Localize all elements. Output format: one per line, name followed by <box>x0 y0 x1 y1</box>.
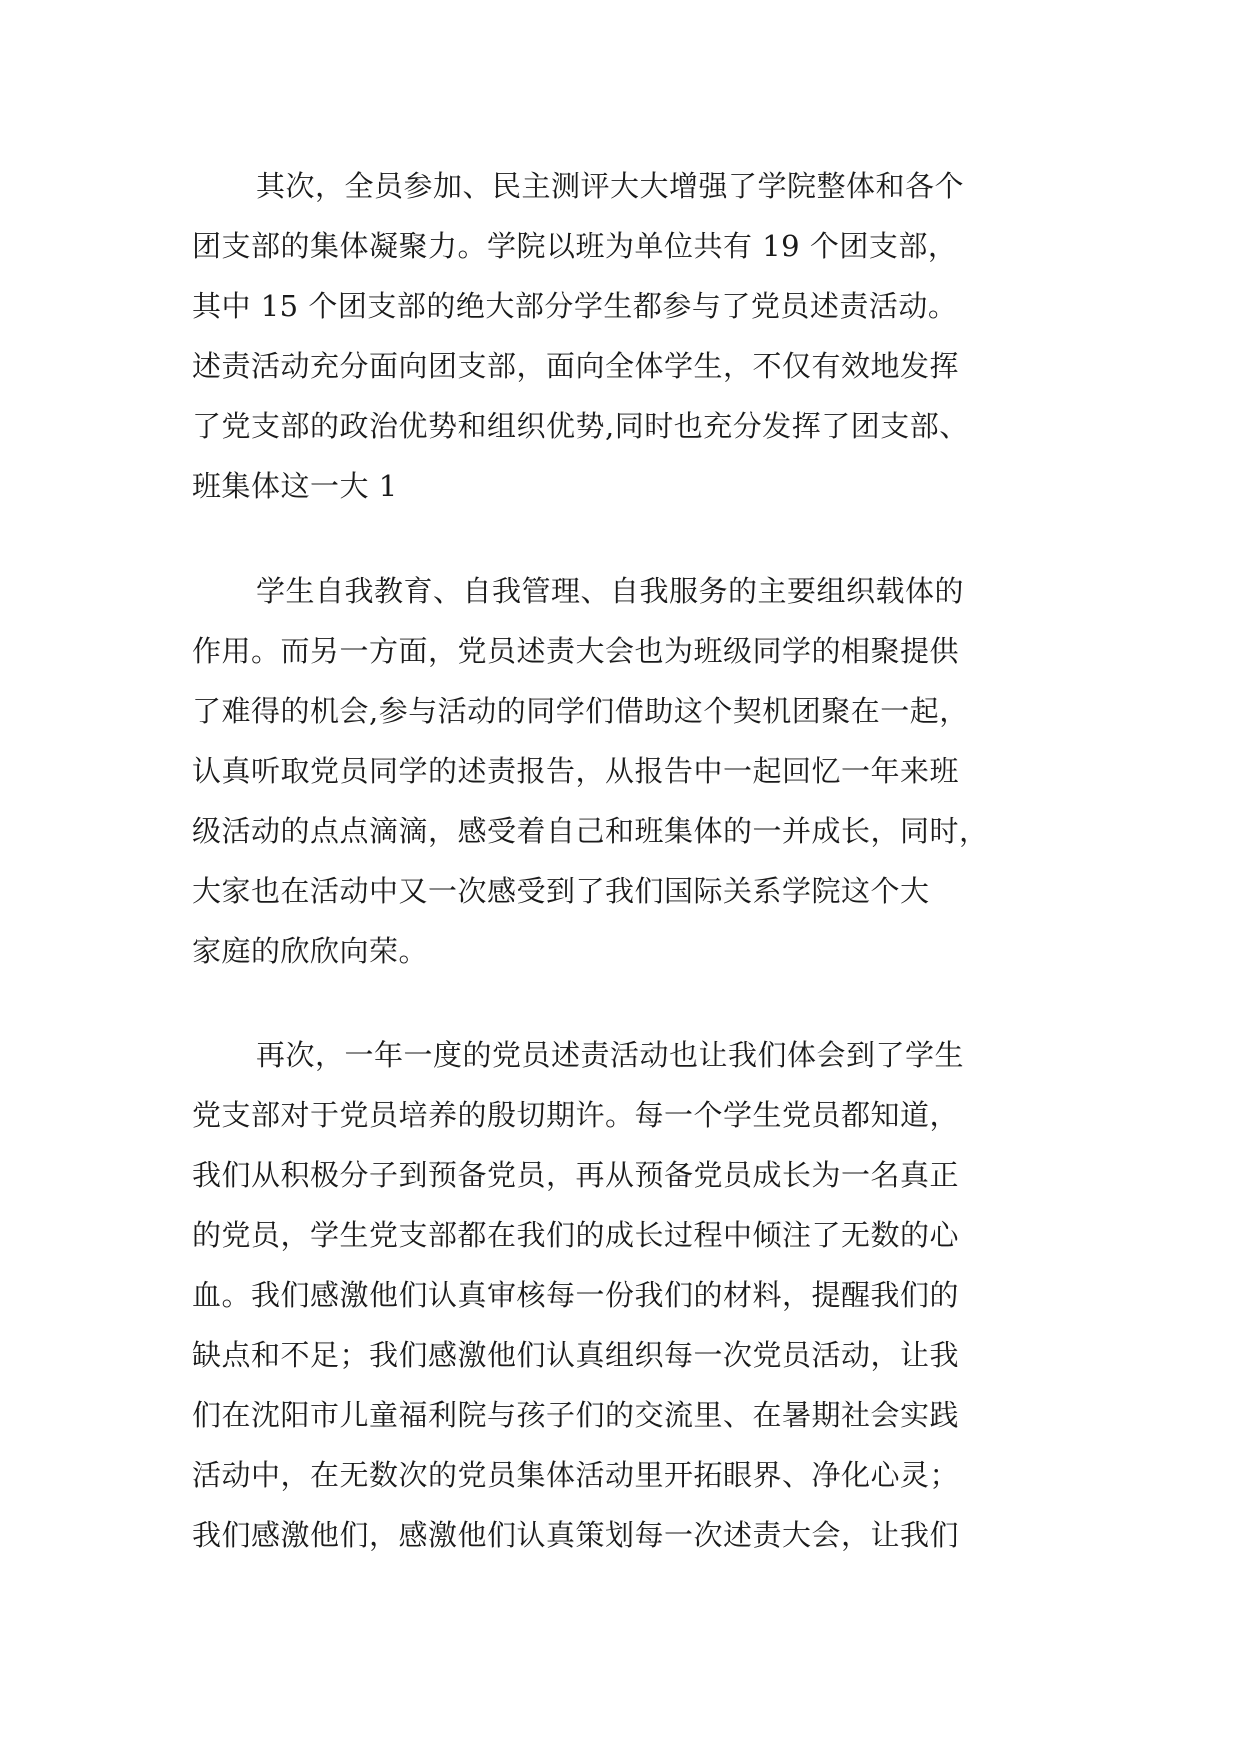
text-line: 的党员，学生党支部都在我们的成长过程中倾注了无数的心 <box>192 1218 960 1252</box>
text-line: 团支部的集体凝聚力。学院以班为单位共有 19 个团支部， <box>192 229 958 263</box>
text-line: 认真听取党员同学的述责报告，从报告中一起回忆一年来班 <box>192 754 960 788</box>
text-line: 其次，全员参加、民主测评大大增强了学院整体和各个 <box>256 169 965 203</box>
text-line: 再次，一年一度的党员述责活动也让我们体会到了学生 <box>256 1038 965 1072</box>
text-line: 学生自我教育、自我管理、自我服务的主要组织载体的 <box>256 574 965 608</box>
text-line: 党支部对于党员培养的殷切期许。每一个学生党员都知道， <box>192 1098 960 1132</box>
text-line: 了难得的机会,参与活动的同学们借助这个契机团聚在一起， <box>192 694 969 728</box>
text-line: 我们感激他们，感激他们认真策划每一次述责大会，让我们 <box>192 1518 960 1552</box>
text-line: 其中 15 个团支部的绝大部分学生都参与了党员述责活动。 <box>192 289 958 323</box>
text-line: 了党支部的政治优势和组织优势,同时也充分发挥了团支部、 <box>192 409 969 443</box>
text-line: 们在沈阳市儿童福利院与孩子们的交流里、在暑期社会实践 <box>192 1398 960 1432</box>
text-line: 我们从积极分子到预备党员，再从预备党员成长为一名真正 <box>192 1158 960 1192</box>
text-line: 级活动的点点滴滴，感受着自己和班集体的一并成长，同时， <box>192 814 989 848</box>
text-line: 作用。而另一方面，党员述责大会也为班级同学的相聚提供 <box>192 634 960 668</box>
text-line: 活动中，在无数次的党员集体活动里开拓眼界、净化心灵； <box>192 1458 960 1492</box>
text-line: 班集体这一大 1 <box>192 469 398 503</box>
paragraph-1 <box>192 156 1052 516</box>
text-line: 述责活动充分面向团支部，面向全体学生，不仅有效地发挥 <box>192 349 960 383</box>
paragraph-3 <box>192 1025 1052 1565</box>
text-line: 家庭的欣欣向荣。 <box>192 934 429 968</box>
text-line: 缺点和不足；我们感激他们认真组织每一次党员活动，让我 <box>192 1338 960 1372</box>
paragraph-2 <box>192 561 1052 981</box>
text-line: 大家也在活动中又一次感受到了我们国际关系学院这个大 <box>192 874 930 908</box>
text-line: 血。我们感激他们认真审核每一份我们的材料，提醒我们的 <box>192 1278 960 1312</box>
